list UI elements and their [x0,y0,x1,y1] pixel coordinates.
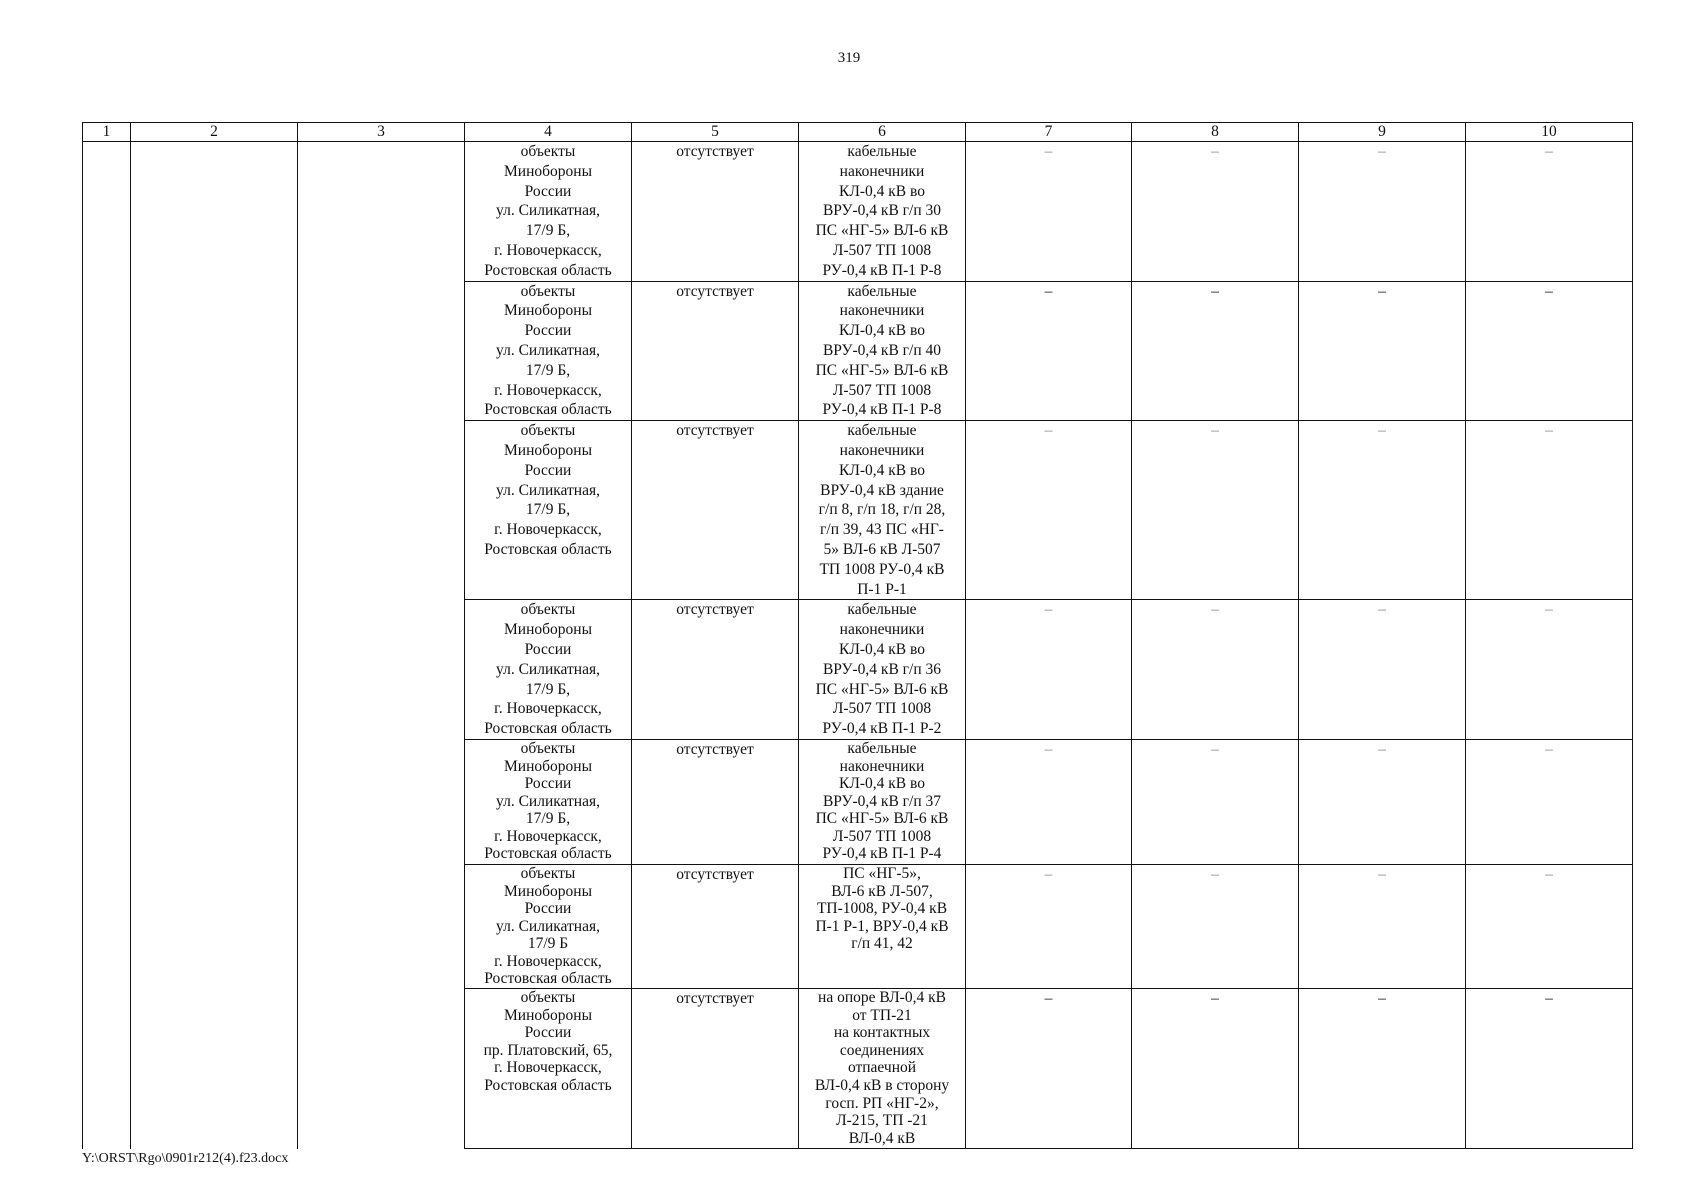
cell-col10: – [1466,600,1633,740]
cell-col9: – [1299,989,1466,1149]
column-header: 5 [632,123,799,142]
cell-object [465,989,632,1149]
cell-object [465,421,632,600]
location-text: кабельные наконечники КЛ-0,4 кВ во ВРУ-0,4 кВ г/п 30 ПС «НГ-5» ВЛ-6 кВ Л-507 ТП 1008 РУ-0,4 кВ П-1 Р-8 [815,143,949,279]
cell-col10: – [1466,281,1633,421]
status-text: отсутствует [676,865,754,883]
object-text: объекты Минобороны России ул. Силикатная, 17/9 Б, г. Новочеркасск, Ростовская область [484,739,612,863]
cell-col7: – [966,421,1132,600]
cell-col10: – [1466,864,1633,988]
cell-status [632,864,799,988]
cell-col2 [131,142,298,1149]
cell-location [799,142,966,282]
location-text: кабельные наконечники КЛ-0,4 кВ во ВРУ-0,4 кВ г/п 36 ПС «НГ-5» ВЛ-6 кВ Л-507 ТП 1008 РУ-0,4 кВ П-1 Р-2 [815,601,949,738]
column-header: 10 [1466,123,1633,142]
cell-status [632,739,799,864]
cell-col8: – [1132,864,1299,988]
table-row [83,142,1633,282]
cell-col10: – [1466,421,1633,600]
status-text: отсутствует [676,990,754,1008]
cell-col9: – [1299,421,1466,600]
column-header: 3 [298,123,465,142]
object-text: объекты Минобороны России ул. Силикатная, 17/9 Б, г. Новочеркасск, Ростовская область [484,143,612,279]
cell-object [465,739,632,864]
cell-col8: – [1132,739,1299,864]
cell-col10: – [1466,142,1633,282]
status-text: отсутствует [676,143,754,160]
cell-col8: – [1132,600,1299,740]
cell-location [799,600,966,740]
cell-col3 [298,142,465,1149]
column-header: 4 [465,123,632,142]
cell-status [632,600,799,740]
object-text: объекты Минобороны России ул. Силикатная, 17/9 Б г. Новочеркасск, Ростовская область [484,864,612,988]
cell-status [632,281,799,421]
object-text: объекты Минобороны России пр. Платовский, 65, г. Новочеркасск, Ростовская область [483,989,613,1095]
data-table [82,122,1633,1149]
cell-col10: – [1466,989,1633,1149]
location-text: кабельные наконечники КЛ-0,4 кВ во ВРУ-0,4 кВ здание г/п 8, г/п 18, г/п 28, г/п 39, 43 ПС «НГ- 5» ВЛ-6 кВ Л-507 ТП 1008 РУ-0,4 кВ П-1 Р-1 [818,422,946,598]
object-text: объекты Минобороны России ул. Силикатная, 17/9 Б, г. Новочеркасск, Ростовская область [484,282,612,419]
cell-location [799,421,966,600]
cell-col9: – [1299,281,1466,421]
cell-location [799,989,966,1149]
cell-col8: – [1132,989,1299,1149]
cell-location [799,739,966,864]
column-header: 1 [83,123,131,142]
cell-status [632,421,799,600]
page-number: 319 [837,50,861,66]
cell-col7: – [966,989,1132,1149]
cell-col9: – [1299,142,1466,282]
status-text: отсутствует [676,740,754,758]
cell-col7: – [966,864,1132,988]
cell-col8: – [1132,281,1299,421]
cell-col8: – [1132,421,1299,600]
location-text: на опоре ВЛ-0,4 кВ от ТП-21 на контактных соединениях отпаечной ВЛ-0,4 кВ в сторону госп. РП «НГ-2», Л-215, ТП -21 ВЛ-0,4 кВ [814,989,950,1147]
cell-col8: – [1132,142,1299,282]
column-header: 7 [966,123,1132,142]
cell-col7: – [966,739,1132,864]
object-text: объекты Минобороны России ул. Силикатная, 17/9 Б, г. Новочеркасск, Ростовская область [484,601,612,738]
status-text: отсутствует [676,282,754,300]
footer-file-path: Y:\ORST\Rgo\0901r212(4).f23.docx [82,1151,289,1166]
cell-col7: – [966,142,1132,282]
column-header: 2 [131,123,298,142]
cell-status [632,142,799,282]
cell-col7: – [966,600,1132,740]
location-text: ПС «НГ-5», ВЛ-6 кВ Л-507, ТП-1008, РУ-0,4 кВ П-1 Р-1, ВРУ-0,4 кВ г/п 41, 42 [815,864,949,953]
header-row [83,123,1633,142]
cell-col7: – [966,281,1132,421]
cell-col10: – [1466,739,1633,864]
object-text: объекты Минобороны России ул. Силикатная, 17/9 Б, г. Новочеркасск, Ростовская область [484,422,612,558]
cell-col9: – [1299,864,1466,988]
cell-col1 [83,142,131,1149]
location-text: кабельные наконечники КЛ-0,4 кВ во ВРУ-0,4 кВ г/п 37 ПС «НГ-5» ВЛ-6 кВ Л-507 ТП 1008 РУ-0,4 кВ П-1 Р-4 [815,739,949,863]
cell-object [465,281,632,421]
cell-location [799,864,966,988]
column-header: 6 [799,123,966,142]
cell-object [465,142,632,282]
cell-col9: – [1299,600,1466,740]
location-text: кабельные наконечники КЛ-0,4 кВ во ВРУ-0,4 кВ г/п 40 ПС «НГ-5» ВЛ-6 кВ Л-507 ТП 1008 РУ-0,4 кВ П-1 Р-8 [815,282,949,419]
cell-status [632,989,799,1149]
column-header: 9 [1299,123,1466,142]
cell-col9: – [1299,739,1466,864]
cell-object [465,600,632,740]
status-text: отсутствует [676,601,754,619]
cell-object [465,864,632,988]
column-header: 8 [1132,123,1299,142]
cell-location [799,281,966,421]
status-text: отсутствует [676,422,754,440]
